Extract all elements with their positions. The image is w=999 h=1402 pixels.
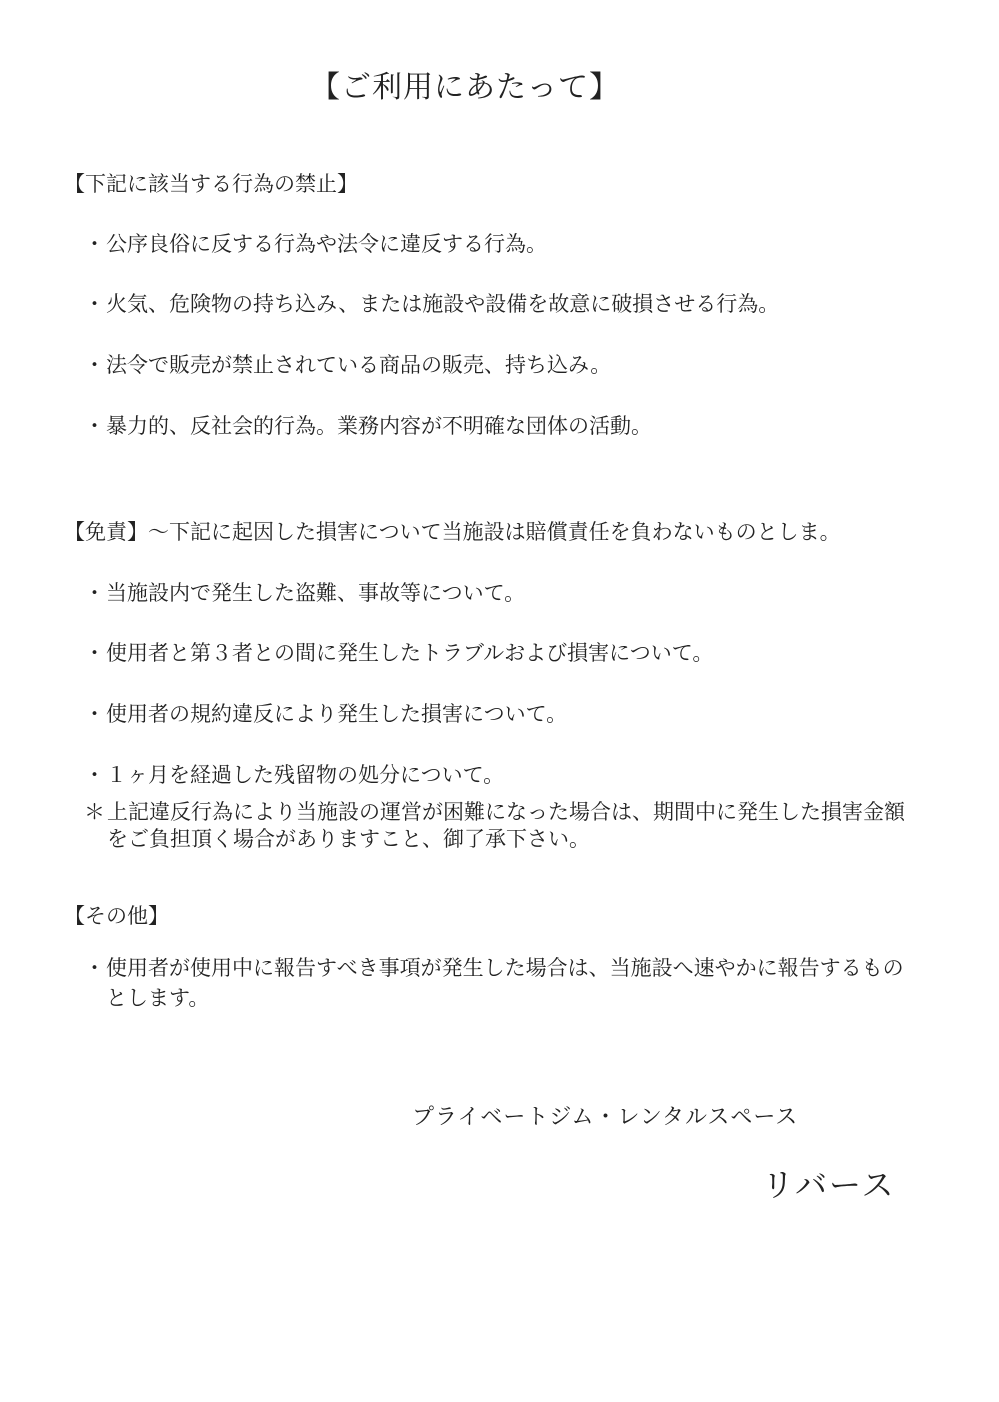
bullet: ・ bbox=[84, 353, 105, 377]
disclaimer-item-text: １ヶ月を経過した残留物の処分について。 bbox=[106, 763, 505, 787]
bullet: ・ bbox=[84, 956, 105, 980]
page-title: 【ご利用にあたって】 bbox=[310, 70, 620, 105]
prohibited-item bbox=[84, 288, 779, 318]
prohibited-item-text: 公序良俗に反する行為や法令に違反する行為。 bbox=[106, 232, 547, 256]
disclaimer-item bbox=[84, 637, 713, 667]
other-heading: 【その他】 bbox=[64, 904, 169, 928]
prohibited-item-text: 火気、危険物の持ち込み、または施設や設備を故意に破損させる行為。 bbox=[106, 292, 780, 316]
asterisk-mark: ＊ bbox=[84, 800, 105, 824]
disclaimer-note-text: 上記違反行為により当施設の運営が困難になった場合は、期間中に発生した損害金額をご負担頂く場合がありますこと、御了承下さい。 bbox=[107, 800, 905, 851]
bullet: ・ bbox=[84, 232, 105, 256]
bullet: ・ bbox=[84, 702, 105, 726]
prohibited-item-text: 暴力的、反社会的行為。業務内容が不明確な団体の活動。 bbox=[106, 414, 652, 438]
other-item bbox=[84, 953, 924, 1013]
prohibited-item-text: 法令で販売が禁止されている商品の販売、持ち込み。 bbox=[106, 353, 612, 377]
disclaimer-item-text: 使用者と第３者との間に発生したトラブルおよび損害について。 bbox=[106, 641, 714, 665]
disclaimer-item bbox=[84, 698, 567, 728]
bullet: ・ bbox=[84, 414, 105, 438]
disclaimer-item-text: 使用者の規約違反により発生した損害について。 bbox=[106, 702, 568, 726]
prohibited-heading: 【下記に該当する行為の禁止】 bbox=[64, 172, 358, 196]
prohibited-item bbox=[84, 349, 611, 379]
disclaimer-item bbox=[84, 759, 504, 789]
organization-name: プライベートジム・レンタルスペース bbox=[412, 1105, 799, 1130]
disclaimer-item bbox=[84, 577, 525, 607]
bullet: ・ bbox=[84, 641, 105, 665]
prohibited-item bbox=[84, 410, 652, 440]
brand-name: リバース bbox=[762, 1166, 896, 1204]
other-item-text: 使用者が使用中に報告すべき事項が発生した場合は、当施設へ速やかに報告するものとします。 bbox=[106, 956, 904, 1010]
disclaimer-note bbox=[84, 799, 924, 853]
bullet: ・ bbox=[84, 581, 105, 605]
disclaimer-heading: 【免責】～下記に起因した損害について当施設は賠償責任を負わないものとしま。 bbox=[64, 520, 841, 544]
bullet: ・ bbox=[84, 763, 105, 787]
bullet: ・ bbox=[84, 292, 105, 316]
prohibited-item bbox=[84, 228, 547, 258]
disclaimer-item-text: 当施設内で発生した盗難、事故等について。 bbox=[106, 581, 526, 605]
